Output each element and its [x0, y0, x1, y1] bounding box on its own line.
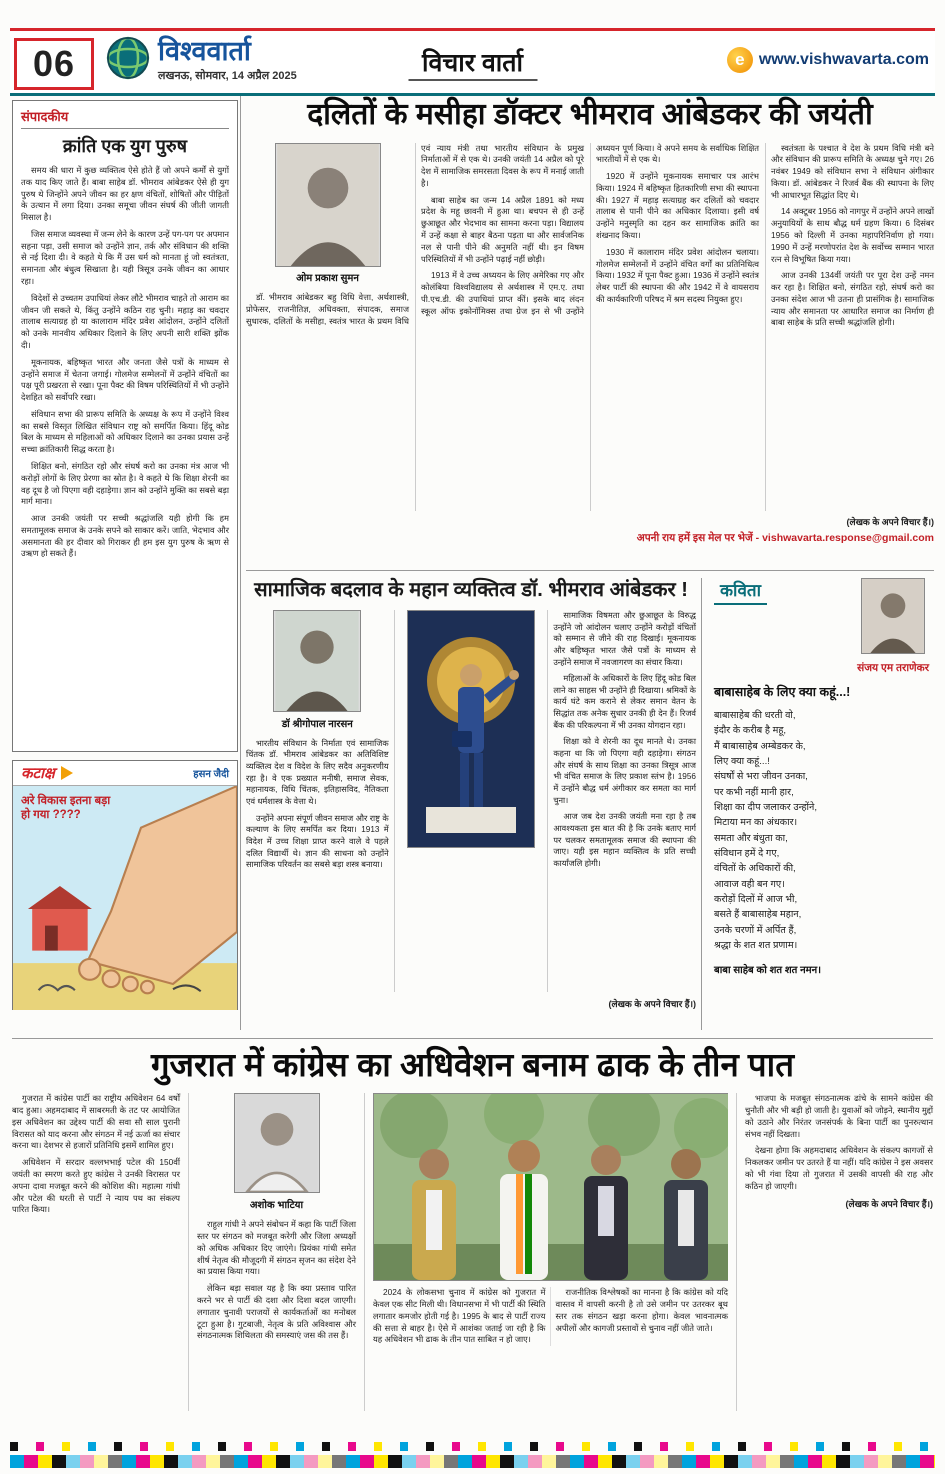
article1-body [246, 143, 934, 511]
satire-box [12, 760, 238, 1010]
editorial-paragraph: संविधान सभा की प्रारूप समिति के अध्यक्ष के रूप में उन्होंने विश्व का सबसे विस्तृत लिखित संविधान राष्ट्र को समर्पित किया। हिंदू कोड बिल के माध्यम से महिलाओं को अधिकार दिलाने का उनका प्रयास उन्हें सच्चा क्रांतिकारी सिद्ध करता है। [21, 408, 229, 455]
article1-paragraph: बाबा साहेब का जन्म 14 अप्रैल 1891 को मध्य प्रदेश के महू छावनी में हुआ था। बचपन से ही उन्हें छुआछूत और भेदभाव का सामना करना पड़ा। विद्यालय में उन्हें कक्षा से बाहर बैठना पड़ता था और सार्वजनिक नल से पानी पीने की अनुमति नहीं थी। इन विषम परिस्थितियों में भी उन्होंने पढ़ाई नहीं छोड़ी। [421, 194, 584, 264]
website-block[interactable] [727, 47, 929, 73]
ambedkar-statue-photo [400, 610, 543, 851]
arrow-icon [61, 766, 73, 780]
print-registration-marks [10, 1442, 935, 1451]
page-section-title: विचार वार्ता [408, 45, 537, 81]
article2-author-name: डॉ श्रीगोपाल नारसन [281, 718, 353, 730]
poem-author-block [857, 578, 929, 675]
article3-paragraph: देखना होगा कि अहमदाबाद अधिवेशन के संकल्प कागजों से निकलकर जमीन पर उतरते हैं या नहीं। यदि कांग्रेस ने इस अवसर को भी गंवा दिया तो गुजरात में उसकी वापसी की राह और कठिन हो जाएगी। [745, 1145, 933, 1191]
article3-paragraph: भाजपा के मजबूत संगठनात्मक ढांचे के सामने कांग्रेस की चुनौती और भी बड़ी हो जाती है। युवाओं को जोड़ने, स्थानीय मुद्दों को उठाने और निरंतर जनसंपर्क के बिना पार्टी का पुनरुत्थान संभव नहीं दिखता। [745, 1093, 933, 1139]
article3-paragraph: अधिवेशन में सरदार वल्लभभाई पटेल की 150वीं जयंती का स्मरण करते हुए कांग्रेस ने उनकी विरासत पर अपना दावा मजबूत करने की कोशिश की। महात्मा गांधी और पटेल की धरती से पार्टी ने न्याय पथ का संकल्प पारित किया। [12, 1157, 180, 1215]
article1-paragraph: 14 अक्टूबर 1956 को नागपुर में उन्होंने अपने लाखों अनुयायियों के साथ बौद्ध धर्म ग्रहण किया। 6 दिसंबर 1956 को दिल्ली में उनका महापरिनिर्वाण हो गया। 1990 में उन्हें मरणोपरांत देश के सर्वोच्च सम्मान भारत रत्न से विभूषित किया गया। [771, 206, 934, 264]
paper-name: विश्ववार्ता [158, 36, 251, 66]
article1-paragraph: डॉ. भीमराव आंबेडकर बहु विधि वेत्ता, अर्थशास्त्री, प्रोफेसर, राजनीतिज्ञ, अधिवक्ता, संपादक, समाज सुधारक, दलितों के मसीहा, स्वतंत्र भारत के प्रथम विधि एवं न्याय मंत्री तथा भारतीय संविधान के प्रमुख निर्माताओं में से एक थे। उनकी जयंती 14 अप्रैल को पूरे देश में सामाजिक समरसता दिवस के रूप में मनाई जाती है। [246, 142, 584, 327]
cmyk-color-bar [10, 1455, 935, 1468]
column-divider-left [240, 96, 241, 1030]
congress-photo-image [374, 1094, 728, 1280]
article2-paragraph: आज जब देश उनकी जयंती मना रहा है तब आवश्यकता इस बात की है कि उनके बताए मार्ग पर चलकर समतामूलक समाज की स्थापना की जाए। यही इस महान व्यक्तित्व के प्रति सच्ची कार्यांजलि होगी। [553, 812, 696, 868]
poet-name: संजय एम तराणेकर [857, 662, 929, 674]
article1-paragraph: 1920 में उन्होंने मूकनायक समाचार पत्र आरंभ किया। 1924 में बहिष्कृत हितकारिणी सभा की स्थापना की। 1927 में महाड़ सत्याग्रह कर दलितों को चवदार तालाब से पानी पीने का अधिकार दिलाया। इसी वर्ष उन्होंने मनुस्मृति का दहन कर सामाजिक क्रांति का शंखनाद किया। [596, 171, 759, 240]
article-ambedkar-jayanti [246, 96, 934, 566]
poem-title: बाबासाहेब के लिए क्या कहूं...! [714, 685, 851, 699]
author-portrait-image [276, 144, 380, 266]
editorial-paragraph: शिक्षित बनो, संगठित रहो और संघर्ष करो का उनका मंत्र आज भी करोड़ों लोगों के लिए प्रेरणा का स्रोत है। वे कहते थे कि शिक्षा शेरनी का वह दूध है जो पिएगा वही दहाड़ेगा। ज्ञान को उन्होंने मुक्ति का सबसे बड़ा मार्ग माना। [21, 460, 229, 507]
editorial-body [21, 165, 229, 560]
article1-bottom-rule [246, 570, 934, 571]
editorial-label: संपादकीय [21, 107, 229, 129]
editorial-headline: क्रांति एक युग पुरुष [62, 136, 188, 156]
article3-paragraph: राहुल गांधी ने अपने संबोधन में कहा कि पार्टी जिला स्तर पर संगठन को मजबूत करेगी और जिला अध्यक्षों को अधिक अधिकार दिए जाएंगे। प्रियंका गांधी समेत शीर्ष नेतृत्व की मौजूदगी में संगठन सृजन का संदेश देने का प्रयास किया गया। [197, 1219, 356, 1277]
editorial-box [12, 100, 238, 752]
poem-lines: बाबासाहेब की धरती वो, इंदौर के करीब है महू, मैं बाबासाहेब अम्बेडकर के, लिए क्या कहूं...! संघर्षों से भरा जीवन उनका, पर कभी नहीं मानी हार, शिक्षा का दीप जलाकर उन्होंने, मिटाया मन का अंधकार। समता और बंधुता का, संविधान हमें दे गए, वंचितों के अधिकारों की, आवाज वही बन गए। करोड़ों दिलों में आज भी, बसते हैं बाबासाहेब महान, उनके चरणों में अर्पित हैं, श्रद्धा के शत शत प्रणाम। [714, 710, 818, 952]
article2-body [246, 610, 696, 992]
congress-leaders-photo [373, 1093, 728, 1281]
masthead [10, 28, 935, 96]
editorial-paragraph: समय की धारा में कुछ व्यक्तित्व ऐसे होते हैं जो अपने कर्मों से युगों तक याद किए जाते हैं। बाबा साहेब डॉ. भीमराव आंबेडकर ऐसे ही युग पुरुष थे जिन्होंने अपने जीवन का हर क्षण वंचितों, शोषितों और पीड़ितों के उत्थान में लगा दिया। उनका समूचा जीवन संघर्ष की जीती जागती मिसाल है। [21, 165, 229, 223]
article3-author-name: अशोक भाटिया [249, 1200, 304, 1212]
poem-column [701, 578, 933, 1030]
feedback-email-line[interactable]: अपनी राय हमें इस मेल पर भेजें - vishwavarta.response@gmail.com [636, 531, 934, 544]
website-url[interactable]: www.vishwavarta.com [758, 51, 929, 68]
article2-disclaimer: (लेखक के अपने विचार हैं।) [608, 999, 696, 1009]
article3-center-column [364, 1093, 736, 1411]
article2-paragraph: उन्होंने अपना संपूर्ण जीवन समाज और राष्ट्र के कल्याण के लिए समर्पित कर दिया। 1913 में विदेश में उच्च शिक्षा प्राप्त करने वाले वे पहले दलित विद्यार्थी थे। ज्ञान की साधना को उन्होंने सामाजिक परिवर्तन का सबसे बड़ा शस्त्र बनाया। [246, 813, 389, 870]
article-gujarat-congress [12, 1038, 933, 1436]
brand [106, 36, 297, 85]
editorial-paragraph: विदेशों से उच्चतम उपाधियां लेकर लौटे भीमराव चाहते तो आराम का जीवन जी सकते थे, किंतु उन्होंने कठिन राह चुनी। महाड़ का चवदार तालाब सत्याग्रह हो या कालाराम मंदिर प्रवेश आंदोलन, उन्होंने दलितों को उनके मानवीय अधिकार दिलाने के लिए अपनी सारी शक्ति झोंक दी। [21, 292, 229, 350]
article2-author-photo [246, 610, 389, 732]
editorial-paragraph: जिस समाज व्यवस्था में जन्म लेने के कारण उन्हें पग-पग पर अपमान सहना पड़ा, उसी समाज को उन्होंने ज्ञान, तर्क और संविधान की शक्ति से नई दिशा दी। वे कहते थे कि मैं उस धर्म को मानता हूं जो स्वतंत्रता, समानता और बंधुत्व सिखाता है। यही त्रिसूत्र उनके जीवन का आधार रहा। [21, 228, 229, 287]
article3-author-photo [197, 1093, 356, 1213]
article2-paragraph: शिक्षा को वे शेरनी का दूध मानते थे। उनका कहना था कि जो पिएगा वही दहाड़ेगा। संगठन और संघर्ष के साथ शिक्षा का उनका त्रिसूत्र आज भी वंचित समाज के लिए प्रकाश स्तंभ है। 1956 में उन्होंने बौद्ध धर्म अंगीकार कर समता का मार्ग चुना। [553, 737, 696, 805]
article2-paragraph: भारतीय संविधान के निर्माता एवं सामाजिक चिंतक डॉ. भीमराव आंबेडकर का अतिविशिष्ट व्यक्तित्व देश व विदेश के लिए सदैव अनुकरणीय रहा है। वे एक प्रख्यात मनीषी, समाज सेवक, महानायक, विधि चिंतक, इतिहासविद, नैतिकता एवं धर्मशास्त्र के वेत्ता थे। [246, 738, 389, 807]
page-number: 06 [14, 38, 94, 90]
article1-headline: दलितों के मसीहा डॉक्टर भीमराव आंबेडकर की जयंती [307, 98, 873, 131]
author-portrait-image [274, 611, 360, 711]
e-logo-icon: e [727, 47, 753, 73]
editorial-paragraph: आज उनकी जयंती पर सच्ची श्रद्धांजलि यही होगी कि हम समतामूलक समाज के उनके सपने को साकार करें। जाति, भेदभाव और असमानता की हर दीवार को गिराकर ही हम इस युग पुरुष के ऋण से उऋण हो सकते हैं। [21, 513, 229, 559]
article1-author-name: ओम प्रकाश सुमन [296, 273, 359, 285]
satire-label: कटाक्ष [21, 765, 55, 782]
poet-portrait-image [862, 579, 924, 653]
article3-paragraph: राजनीतिक विश्लेषकों का मानना है कि कांग्रेस को यदि वास्तव में वापसी करनी है तो उसे जमीन पर उतरकर बूथ स्तर तक संगठन खड़ा करना होगा। केवल भावनात्मक अपीलों और कागजी प्रस्तावों से चुनाव नहीं जीते जाते। [555, 1287, 728, 1333]
poem-closing-line: बाबा साहेब को शत शत नमन। [714, 964, 822, 976]
cartoon-image [13, 786, 237, 1010]
article3-paragraph: 2024 के लोकसभा चुनाव में कांग्रेस को गुजरात में केवल एक सीट मिली थी। विधानसभा में भी पार्टी की स्थिति लगातार कमजोर होती गई है। 1995 के बाद से पार्टी राज्य की सत्ता से बाहर है। ऐसे में आशंका जताई जा रही है कि यह अधिवेशन भी ढाक के तीन पात साबित न हो जाए। [373, 1287, 546, 1345]
poem-section-label: कविता [714, 578, 767, 605]
article2-headline: सामाजिक बदलाव के महान व्यक्तित्व डॉ. भीमराव आंबेडकर ! [254, 579, 688, 601]
article1-paragraph: स्वतंत्रता के पश्चात वे देश के प्रथम विधि मंत्री बने और संविधान की प्रारूप समिति के अध्यक्ष चुने गए। 26 नवंबर 1949 को संविधान सभा ने संविधान अंगीकार किया। डॉ. आंबेडकर ने रिजर्व बैंक की स्थापना के लिए भी आधारभूत सिद्धांत दिए थे। [771, 142, 934, 200]
cartoon-caption: अरे विकास इतना बड़ा हो गया ???? [21, 795, 111, 822]
article-social-change [246, 578, 696, 1030]
article3-column-5 [736, 1093, 933, 1411]
dateline: लखनऊ, सोमवार, 14 अप्रैल 2025 [158, 70, 297, 82]
satire-author: हसन जैदी [193, 769, 229, 780]
article3-paragraph: गुजरात में कांग्रेस पार्टी का राष्ट्रीय अधिवेशन 64 वर्षों बाद हुआ। अहमदाबाद में साबरमती के तट पर आयोजित इस अधिवेशन का उद्देश्य पार्टी की सवा सौ साल पुरानी विरासत को याद करना और संगठन में नई ऊर्जा का संचार करना था। देशभर से हजारों प्रतिनिधि इसमें शामिल हुए। [12, 1093, 180, 1151]
article2-paragraph: महिलाओं के अधिकारों के लिए हिंदू कोड बिल लाने का साहस भी उन्होंने ही दिखाया। श्रमिकों के कार्य घंटे कम कराने से लेकर समान वेतन के सिद्धांत तक अनेक सुधार उनकी ही देन हैं। रिजर्व बैंक की परिकल्पना में भी उनका योगदान रहा। [553, 674, 696, 730]
article1-paragraph: 1913 में वे उच्च अध्ययन के लिए अमेरिका गए और कोलंबिया विश्वविद्यालय से अर्थशास्त्र में एम.ए. तथा पी.एच.डी. की उपाधियां प्राप्त कीं। इसके बाद लंदन स्कूल ऑफ इकोनॉमिक्स तथा ग्रेज इन से भी उन्होंने अध्ययन पूर्ण किया। वे अपने समय के सर्वाधिक शिक्षित भारतीयों में से एक थे। [421, 142, 759, 316]
author-portrait-image [235, 1094, 319, 1192]
article3-column-1 [12, 1093, 188, 1411]
editorial-paragraph: मूकनायक, बहिष्कृत भारत और जनता जैसे पत्रों के माध्यम से उन्होंने समाज में चेतना जगाई। गोलमेज सम्मेलनों में उन्होंने वंचितों का पक्ष पूरी प्रखरता से रखा। पूना पैक्ट की विषम परिस्थितियों में भी उन्होंने देशहित को सर्वोपरि रखा। [21, 356, 229, 403]
article3-column-2 [188, 1093, 364, 1411]
article3-paragraph: लेकिन बड़ा सवाल यह है कि क्या प्रस्ताव पारित करने भर से पार्टी की दशा और दिशा बदल जाएगी। लगातार चुनावी पराजयों से कार्यकर्ताओं का मनोबल टूटा हुआ है। गुटबाजी, नेतृत्व के प्रति अविश्वास और संगठनात्मक शिथिलता की समस्याएं जस की तस हैं। [197, 1283, 356, 1341]
article1-paragraph: आज उनकी 134वीं जयंती पर पूरा देश उन्हें नमन कर रहा है। शिक्षित बनो, संगठित रहो, संघर्ष करो का उनका संदेश आज भी उतना ही प्रासंगिक है। सामाजिक न्याय और समानता पर आधारित समाज का निर्माण ही बाबा साहेब के प्रति सच्ची श्रद्धांजलि होगी। [771, 270, 934, 328]
globe-icon [106, 36, 150, 85]
article1-author-photo [246, 143, 409, 287]
article3-headline: गुजरात में कांग्रेस का अधिवेशन बनाम ढाक के तीन पात [150, 1046, 795, 1083]
article1-disclaimer: (लेखक के अपने विचार हैं।) [846, 516, 934, 527]
article2-paragraph: सामाजिक विषमता और छुआछूत के विरुद्ध उन्होंने जो आंदोलन चलाए उन्होंने करोड़ों वंचितों को सम्मान से जीने की राह दिखाई। मूकनायक और बहिष्कृत भारत जैसे पत्रों के माध्यम से उन्होंने समाज में नवजागरण का संचार किया। [553, 611, 696, 667]
article3-disclaimer: (लेखक के अपने विचार हैं।) [845, 1198, 933, 1209]
article1-paragraph: 1930 में कालाराम मंदिर प्रवेश आंदोलन चलाया। गोलमेज सम्मेलनों में उन्होंने वंचित वर्गों का प्रतिनिधित्व किया। 1932 में पूना पैक्ट हुआ। 1936 में उन्होंने स्वतंत्र लेबर पार्टी की स्थापना की और 1942 में वे वायसराय की कार्यकारिणी परिषद में श्रम सदस्य नियुक्त हुए। [596, 246, 759, 304]
statue-image [408, 611, 534, 847]
